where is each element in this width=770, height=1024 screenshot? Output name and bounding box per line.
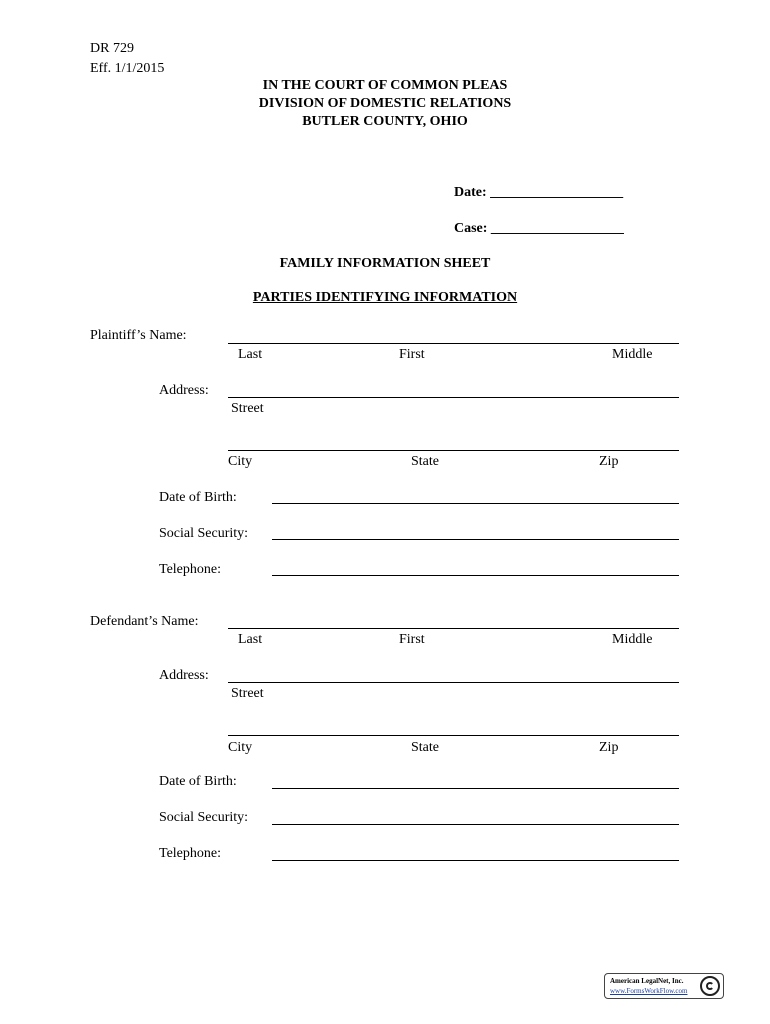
defendant-city-caption: City — [228, 740, 253, 755]
plaintiff-zip-caption: Zip — [599, 454, 619, 469]
defendant-middle-caption: Middle — [612, 632, 653, 647]
plaintiff-first-caption: First — [399, 347, 425, 362]
badge-url[interactable]: www.FormsWorkFlow.com — [610, 987, 688, 995]
plaintiff-dob-label: Date of Birth: — [159, 490, 237, 505]
plaintiff-phone-label: Telephone: — [159, 562, 221, 577]
legalnet-logo-icon — [700, 976, 720, 996]
plaintiff-city-line[interactable] — [228, 450, 679, 451]
section-title: PARTIES IDENTIFYING INFORMATION — [252, 290, 518, 305]
court-line-2: DIVISION OF DOMESTIC RELATIONS — [258, 96, 512, 111]
date-label: Date: ___________________ — [454, 185, 624, 200]
case-field[interactable] — [494, 221, 642, 237]
defendant-zip-caption: Zip — [599, 740, 619, 755]
defendant-ssn-label: Social Security: — [159, 810, 249, 825]
case-label: Case: ___________________ — [454, 221, 624, 236]
legalnet-badge[interactable] — [604, 973, 724, 999]
defendant-last-caption: Last — [238, 632, 263, 647]
plaintiff-street-line[interactable] — [228, 397, 679, 398]
effective-date: Eff. 1/1/2015 — [90, 61, 165, 76]
defendant-dob-label: Date of Birth: — [159, 774, 237, 789]
plaintiff-address-label: Address: — [159, 383, 209, 398]
defendant-phone-label: Telephone: — [159, 846, 221, 861]
court-line-1: IN THE COURT OF COMMON PLEAS — [262, 78, 508, 93]
plaintiff-last-caption: Last — [238, 347, 263, 362]
plaintiff-dob-line[interactable] — [272, 503, 679, 504]
plaintiff-name-label: Plaintiff’s Name: — [90, 328, 187, 343]
defendant-city-line[interactable] — [228, 735, 679, 736]
defendant-first-caption: First — [399, 632, 425, 647]
defendant-address-label: Address: — [159, 668, 209, 683]
plaintiff-ssn-line[interactable] — [272, 539, 679, 540]
plaintiff-middle-caption: Middle — [612, 347, 653, 362]
plaintiff-phone-line[interactable] — [272, 575, 679, 576]
defendant-street-caption: Street — [231, 686, 264, 701]
sheet-title: FAMILY INFORMATION SHEET — [279, 256, 491, 271]
defendant-state-caption: State — [411, 740, 439, 755]
defendant-name-line[interactable] — [228, 628, 679, 629]
date-field[interactable] — [494, 185, 642, 201]
plaintiff-state-caption: State — [411, 454, 439, 469]
defendant-name-label: Defendant’s Name: — [90, 614, 199, 629]
form-code: DR 729 — [90, 41, 134, 56]
defendant-dob-line[interactable] — [272, 788, 679, 789]
plaintiff-city-caption: City — [228, 454, 253, 469]
defendant-street-line[interactable] — [228, 682, 679, 683]
court-line-3: BUTLER COUNTY, OHIO — [302, 114, 468, 129]
defendant-ssn-line[interactable] — [272, 824, 679, 825]
plaintiff-name-line[interactable] — [228, 343, 679, 344]
plaintiff-ssn-label: Social Security: — [159, 526, 249, 541]
plaintiff-street-caption: Street — [231, 401, 264, 416]
defendant-phone-line[interactable] — [272, 860, 679, 861]
badge-company: American LegalNet, Inc. — [610, 977, 684, 985]
